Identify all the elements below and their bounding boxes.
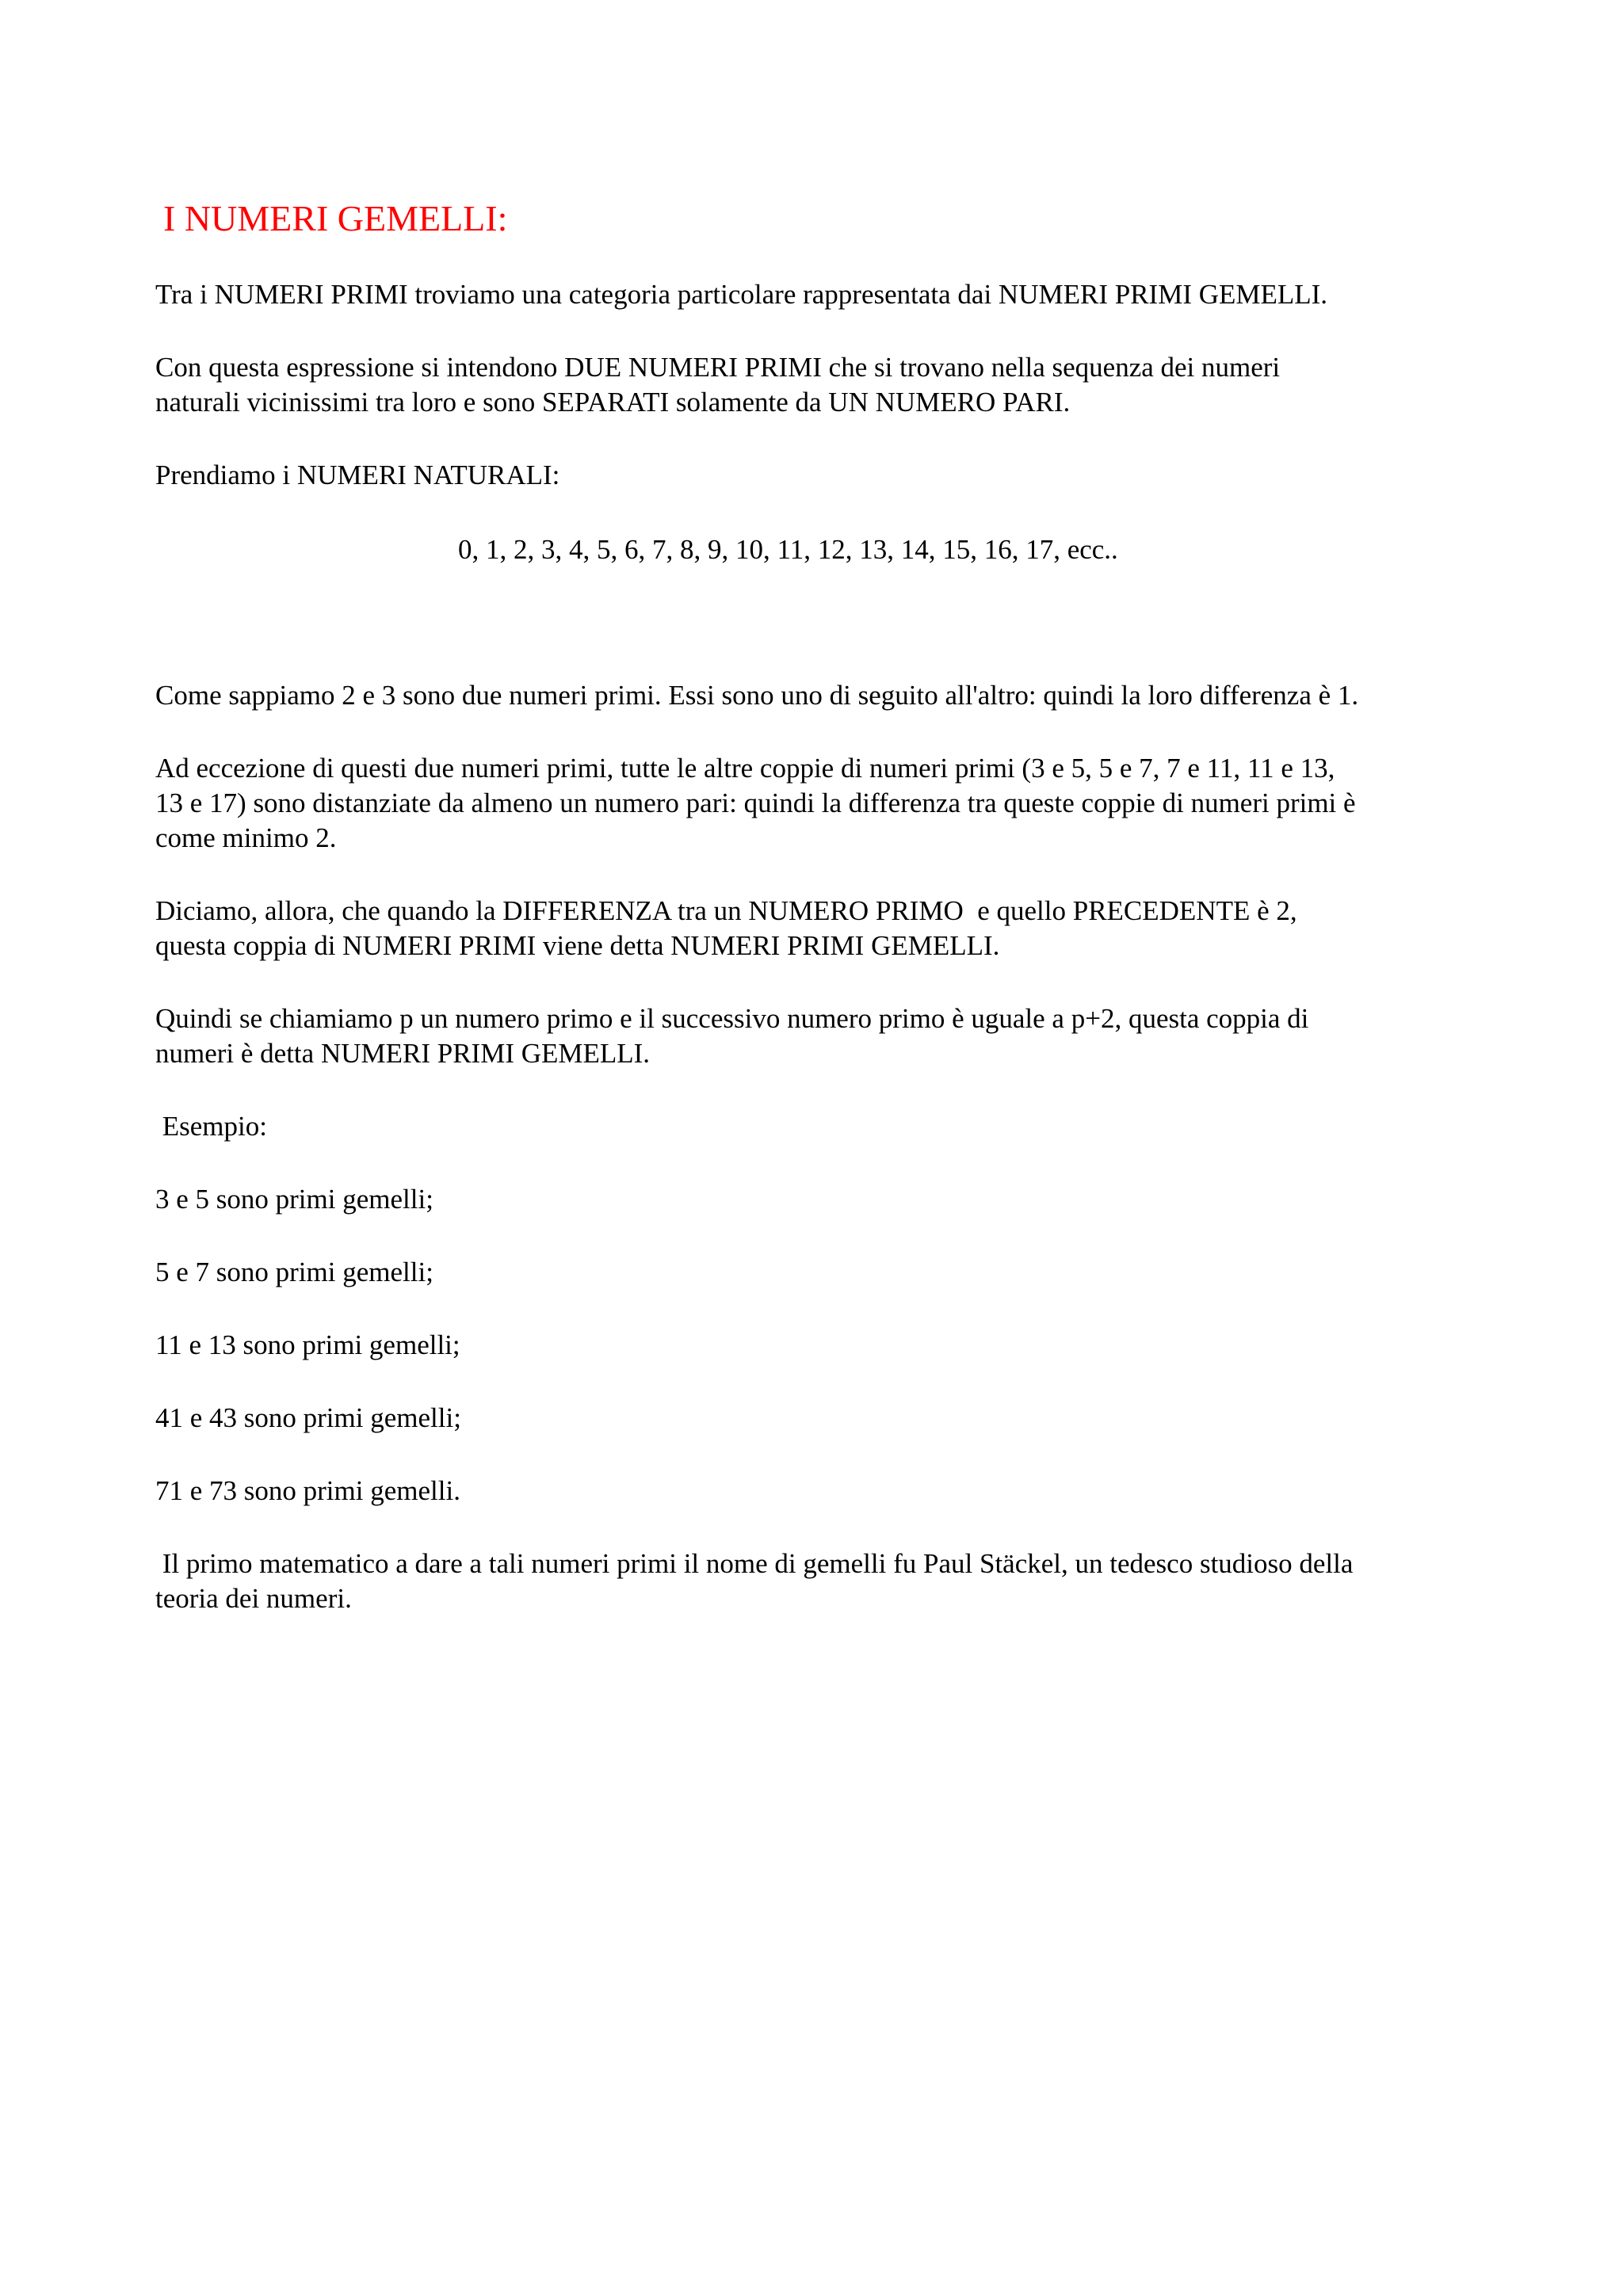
p-plus-two-line-1: Quindi se chiamiamo p un numero primo e il successivo numero primo è uguale a p+2, questa coppia di (155, 1003, 1309, 1034)
natural-numbers-sequence: 0, 1, 2, 3, 4, 5, 6, 7, 8, 9, 10, 11, 12, 13, 14, 15, 16, 17, ecc.. (458, 534, 1118, 565)
example-label: Esempio: (155, 1111, 267, 1142)
page-title: I NUMERI GEMELLI: (163, 198, 508, 238)
stackel-line-2: teoria dei numeri. (155, 1583, 352, 1614)
definition-line-2: naturali vicinissimi tra loro e sono SEPARATI solamente da UN NUMERO PARI. (155, 387, 1071, 418)
natural-numbers-intro: Prendiamo i NUMERI NATURALI: (155, 460, 560, 490)
definition-line-1: Con questa espressione si intendono DUE NUMERI PRIMI che si trovano nella sequenza dei numeri (155, 352, 1281, 383)
example-item: 3 e 5 sono primi gemelli; (155, 1184, 433, 1215)
stackel-line-1: Il primo matematico a dare a tali numeri primi il nome di gemelli fu Paul Stäckel, un tedesco studioso della (155, 1548, 1354, 1579)
twin-definition-line-2: questa coppia di NUMERI PRIMI viene detta NUMERI PRIMI GEMELLI. (155, 930, 1000, 961)
example-item: 5 e 7 sono primi gemelli; (155, 1257, 433, 1287)
intro-paragraph: Tra i NUMERI PRIMI troviamo una categoria particolare rappresentata dai NUMERI PRIMI GEMELLI. (155, 279, 1328, 310)
twin-definition-line-1: Diciamo, allora, che quando la DIFFERENZA tra un NUMERO PRIMO e quello PRECEDENTE è 2, (155, 895, 1297, 926)
p-plus-two-line-2: numeri è detta NUMERI PRIMI GEMELLI. (155, 1038, 651, 1069)
exception-line-1: Ad eccezione di questi due numeri primi, tutte le altre coppie di numeri primi (3 e 5, 5 e 7, 7 e 11, 11 e 13, (155, 753, 1335, 784)
example-item: 41 e 43 sono primi gemelli; (155, 1402, 461, 1433)
example-item: 11 e 13 sono primi gemelli; (155, 1329, 460, 1360)
example-item: 71 e 73 sono primi gemelli. (155, 1475, 460, 1506)
exception-line-2: 13 e 17) sono distanziate da almeno un numero pari: quindi la differenza tra queste coppie di numeri primi è (155, 788, 1356, 818)
exception-line-3: come minimo 2. (155, 822, 337, 853)
consecutive-primes-paragraph: Come sappiamo 2 e 3 sono due numeri primi. Essi sono uno di seguito all'altro: quindi la loro differenza è 1. (155, 680, 1359, 711)
